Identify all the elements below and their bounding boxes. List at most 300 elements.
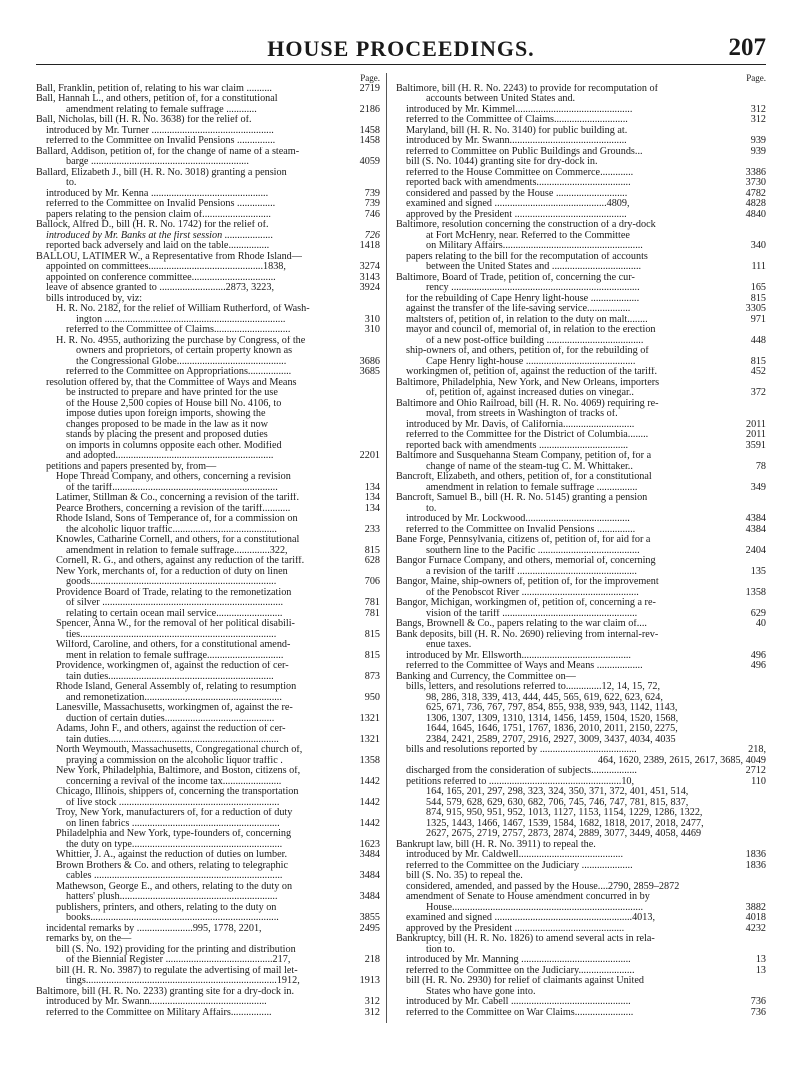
entry-text: amendment in relation to female suffrage ................ bbox=[426, 482, 638, 493]
entry-page-ref: 939 bbox=[750, 146, 766, 157]
entry-text: publishers, printers, and others, relating to the duty on bbox=[56, 902, 277, 913]
index-entry bbox=[396, 682, 766, 693]
entry-text: Hope Thread Company, and others, concerning a revision bbox=[56, 472, 291, 482]
index-entry bbox=[396, 535, 766, 546]
entry-text: duction of certain duties........................................... bbox=[66, 713, 275, 724]
index-entry bbox=[36, 115, 380, 126]
entry-text: referred to the Committee of Claims............................. bbox=[406, 115, 628, 125]
entry-page-ref: 2719 bbox=[359, 83, 380, 94]
entry-page-ref: 233 bbox=[364, 524, 380, 535]
entry-page-ref: 134 bbox=[364, 482, 380, 493]
entry-page-ref: 372 bbox=[750, 388, 766, 398]
right-column bbox=[396, 73, 766, 1018]
entry-text: referred to the Committee of Claims.............................. bbox=[66, 325, 291, 335]
index-entry bbox=[36, 567, 380, 578]
entry-page-ref: 496 bbox=[750, 650, 766, 661]
entry-text: Baltimore and Susquehanna Steam Company, petition of, for a bbox=[396, 451, 652, 461]
index-entry bbox=[36, 609, 380, 620]
index-entry bbox=[396, 430, 766, 441]
entry-page-ref: 739 bbox=[364, 199, 380, 209]
entry-text: of the Penobscot River .............................................. bbox=[426, 587, 639, 598]
index-entry bbox=[396, 504, 766, 515]
entry-text: approved by the President ........................................... bbox=[406, 923, 625, 934]
entry-text: petitions and papers presented by, from— bbox=[46, 461, 217, 472]
index-entry bbox=[396, 462, 766, 473]
entry-page-ref: 1836 bbox=[745, 850, 766, 860]
entry-page-ref: 1321 bbox=[359, 713, 380, 724]
entry-text: relating to certain ocean mail service.......................... bbox=[66, 608, 283, 619]
entry-text: examined and signed ......................................................4013, bbox=[406, 913, 656, 923]
index-entry bbox=[36, 1008, 380, 1019]
index-entry bbox=[36, 441, 380, 452]
index-entry bbox=[36, 388, 380, 399]
index-entry bbox=[396, 672, 766, 683]
index-entry bbox=[396, 745, 766, 756]
index-entry bbox=[36, 861, 380, 872]
index-entry bbox=[396, 273, 766, 284]
entry-text: Baltimore, bill (H. R. No. 2243) to provide for recomputation of bbox=[396, 83, 658, 94]
index-entry bbox=[396, 724, 766, 735]
entry-text: referred to Committee on Public Buildings and Grounds... bbox=[406, 146, 643, 157]
index-entry bbox=[36, 882, 380, 893]
index-entry bbox=[396, 304, 766, 315]
entry-text: Latimer, Stillman & Co., concerning a revision of the tariff. bbox=[56, 493, 299, 503]
entry-text: Baltimore and Ohio Railroad, bill (H. R. No. 4069) requiring re- bbox=[396, 398, 659, 409]
index-entry bbox=[396, 808, 766, 819]
index-entry bbox=[396, 577, 766, 588]
entry-page-ref: 452 bbox=[750, 367, 766, 377]
entry-text: Brown Brothers & Co. and others, relating to telegraphic bbox=[56, 860, 288, 871]
entry-text: Rhode Island, Sons of Temperance of, for a commission on bbox=[56, 514, 298, 524]
entry-text: introduced by Mr. Kimmel.............................................. bbox=[406, 104, 633, 115]
entry-text: bills, letters, and resolutions referred to..............12, 14, 15, 72, bbox=[406, 682, 661, 692]
entry-text: to. bbox=[426, 503, 437, 514]
entry-text: Baltimore, bill (H. R. No. 2233) granting site for a dry-dock in. bbox=[36, 986, 295, 997]
index-entry bbox=[36, 210, 380, 221]
index-entry bbox=[396, 987, 766, 998]
entry-text: Mathewson, George E., and others, relating to the duty on bbox=[56, 881, 293, 892]
entry-text: ties............................................................................. bbox=[66, 629, 277, 640]
entry-text: owners and proprietors, of certain property known as bbox=[76, 346, 293, 356]
entry-text: appointed on committees.............................................1838, bbox=[46, 262, 286, 272]
entry-text: Ballard, Addison, petition of, for the change of name of a steam- bbox=[36, 146, 300, 157]
index-entry bbox=[396, 588, 766, 599]
index-entry bbox=[36, 651, 380, 662]
entry-text: southern line to the Pacific ........................................ bbox=[426, 545, 640, 556]
entry-text: Bangor, Michigan, workingmen of, petition of, concerning a re- bbox=[396, 598, 656, 608]
index-entry bbox=[396, 882, 766, 893]
index-entry bbox=[396, 168, 766, 179]
entry-text: referred to the Committee on the Judiciary...................... bbox=[406, 965, 635, 976]
index-entry bbox=[36, 766, 380, 777]
index-entry bbox=[396, 567, 766, 578]
index-entry bbox=[36, 136, 380, 147]
entry-text: the duty on type........................................................... bbox=[66, 839, 283, 850]
index-entry bbox=[396, 997, 766, 1008]
index-entry bbox=[396, 829, 766, 840]
entry-text: Chicago, Illinois, shippers of, concerning the transportation bbox=[56, 787, 299, 797]
index-entry bbox=[396, 850, 766, 861]
index-entry bbox=[36, 955, 380, 966]
index-entry bbox=[36, 808, 380, 819]
entry-text: remarks by, on the— bbox=[46, 934, 132, 944]
entry-text: of live stock ............................................................... bbox=[66, 797, 280, 808]
index-entry bbox=[396, 766, 766, 777]
entry-text: referred to the Committee on Military Affairs................ bbox=[46, 1007, 272, 1018]
entry-text: Troy, New York, manufacturers of, for a reduction of duty bbox=[56, 808, 293, 818]
entry-text: introduced by Mr. Lockwood......................................... bbox=[406, 514, 630, 524]
entry-page-ref: 135 bbox=[750, 566, 766, 577]
entry-text: resolution offered by, that the Committee of Ways and Means bbox=[46, 377, 297, 388]
entry-text: 1306, 1307, 1309, 1310, 1314, 1456, 1459, 1504, 1520, 1568, bbox=[426, 713, 679, 724]
index-entry bbox=[36, 357, 380, 368]
index-entry bbox=[36, 640, 380, 651]
index-entry bbox=[36, 157, 380, 168]
entry-text: 544, 579, 628, 629, 630, 682, 706, 745, 746, 747, 781, 815, 837, bbox=[426, 797, 689, 808]
index-entry bbox=[396, 661, 766, 672]
entry-text: bills and resolutions reported by ...................................... bbox=[406, 745, 637, 755]
index-entry bbox=[396, 325, 766, 336]
index-entry bbox=[36, 630, 380, 641]
entry-page-ref: 781 bbox=[364, 608, 380, 619]
entry-text: changes proposed to be made in the law as it now bbox=[66, 419, 268, 430]
index-entry bbox=[396, 556, 766, 567]
index-entry bbox=[36, 997, 380, 1008]
entry-text: hatters' plush.............................................................. bbox=[66, 892, 278, 902]
page-column-label: Page. bbox=[360, 73, 380, 83]
index-entry bbox=[396, 693, 766, 704]
entry-page-ref: 1458 bbox=[359, 125, 380, 136]
entry-text: referred to the Committee on Invalid Pensions ............... bbox=[46, 199, 276, 209]
entry-text: Baltimore, Board of Trade, petition of, concerning the cur- bbox=[396, 272, 635, 283]
entry-page-ref: 13 bbox=[755, 955, 766, 965]
index-entry bbox=[36, 556, 380, 567]
entry-text: introduced by Mr. Swann.............................................. bbox=[406, 136, 627, 146]
entry-page-ref: 781 bbox=[364, 598, 380, 608]
index-entry bbox=[396, 777, 766, 788]
entry-text: papers relating to the pension claim of........................... bbox=[46, 209, 271, 220]
entry-page-ref: 3924 bbox=[359, 283, 380, 293]
index-entry bbox=[36, 462, 380, 473]
index-entry bbox=[396, 798, 766, 809]
entry-text: 164, 165, 201, 297, 298, 323, 324, 350, 371, 372, 401, 451, 514, bbox=[426, 787, 689, 797]
entry-text: incidental remarks by ......................995, 1778, 2201, bbox=[46, 923, 262, 934]
entry-page-ref: 312 bbox=[364, 997, 380, 1007]
entry-page-ref: 134 bbox=[364, 503, 380, 514]
entry-text: Spencer, Anna W., for the removal of her political disabili- bbox=[56, 619, 295, 629]
index-entry bbox=[396, 945, 766, 956]
index-entry bbox=[396, 241, 766, 252]
entry-text: papers relating to the bill for the recomputation of accounts bbox=[406, 251, 648, 262]
index-entry bbox=[36, 294, 380, 305]
index-entry bbox=[396, 315, 766, 326]
entry-page-ref: 312 bbox=[364, 1007, 380, 1018]
entry-text: bills introduced by, viz: bbox=[46, 293, 143, 304]
entry-text: bill (H. R. No. 2930) for relief of claimants against United bbox=[406, 976, 644, 986]
index-entry bbox=[396, 451, 766, 462]
entry-page-ref: 2495 bbox=[359, 923, 380, 934]
entry-text: of the Biennial Register ..........................................217, bbox=[66, 955, 291, 965]
index-entry bbox=[396, 336, 766, 347]
index-entry bbox=[36, 840, 380, 851]
entry-text: Cape Henry light-house ........................................... bbox=[426, 356, 636, 367]
index-entry bbox=[36, 399, 380, 410]
index-entry bbox=[36, 829, 380, 840]
entry-text: against the transfer of the life-saving service................. bbox=[406, 304, 631, 314]
index-entry bbox=[36, 745, 380, 756]
entry-text: mayor and council of, memorial of, in relation to the erection bbox=[406, 325, 656, 335]
entry-text: change of name of the steam-tug C. M. Whittaker.. bbox=[426, 461, 633, 472]
index-entry bbox=[396, 346, 766, 357]
index-entry bbox=[36, 903, 380, 914]
index-entry bbox=[36, 514, 380, 525]
entry-text: a revision of the tariff ............................................... bbox=[426, 566, 637, 577]
entry-text: books.......................................................................... bbox=[66, 913, 279, 923]
index-entry bbox=[396, 399, 766, 410]
index-entry bbox=[36, 714, 380, 725]
index-entry bbox=[396, 84, 766, 95]
entry-text: Bangor, Maine, ship-owners of, petition of, for the improvement bbox=[396, 577, 659, 587]
entry-page-ref: 1836 bbox=[745, 860, 766, 871]
entry-text: BALLOU, LATIMER W., a Representative from Rhode Island— bbox=[36, 251, 302, 262]
index-entry bbox=[36, 168, 380, 179]
entry-page-ref: 939 bbox=[750, 136, 766, 146]
index-entry bbox=[36, 178, 380, 189]
entry-text: bill (H. R. No. 3987) to regulate the advertising of mail let- bbox=[56, 965, 298, 976]
entry-page-ref: 3386 bbox=[745, 167, 766, 178]
entry-page-ref: 3591 bbox=[745, 440, 766, 451]
index-entry bbox=[36, 619, 380, 630]
index-entry bbox=[36, 924, 380, 935]
index-entry bbox=[396, 861, 766, 872]
entry-page-ref: 950 bbox=[364, 692, 380, 703]
index-entry bbox=[396, 819, 766, 830]
entry-page-ref: 78 bbox=[755, 461, 766, 472]
entry-text: Adams, John F., and others, against the reduction of cer- bbox=[56, 724, 286, 734]
entry-text: introduced by Mr. Banks at the first session ................... bbox=[46, 230, 274, 241]
index-entry bbox=[396, 388, 766, 399]
index-entry bbox=[396, 735, 766, 746]
entry-text: amendment of Senate to House amendment concurred in by bbox=[406, 892, 650, 902]
entry-page-ref: 3484 bbox=[359, 850, 380, 860]
index-entry bbox=[396, 210, 766, 221]
index-entry bbox=[396, 178, 766, 189]
entry-text: Bancroft, Samuel B., bill (H. R. No. 5145) granting a pension bbox=[396, 493, 648, 503]
entry-page-ref: 971 bbox=[750, 314, 766, 325]
index-entry bbox=[36, 409, 380, 420]
entry-text: appointed on conference committee................................. bbox=[46, 272, 276, 283]
entry-page-ref: 1442 bbox=[359, 797, 380, 808]
index-entry bbox=[36, 787, 380, 798]
entry-page-ref: 349 bbox=[750, 482, 766, 493]
entry-text: maltsters of, petition of, in relation to the duty on malt........ bbox=[406, 314, 648, 325]
entry-page-ref: 629 bbox=[750, 608, 766, 619]
entry-text: Bane Forge, Pennsylvania, citizens of, petition of, for aid for a bbox=[396, 535, 651, 545]
entry-text: on imports in columns opposite each other. Modified bbox=[66, 440, 282, 451]
index-entry bbox=[396, 955, 766, 966]
entry-text: vision of the tariff ..................................................... bbox=[426, 608, 638, 619]
index-entry bbox=[36, 367, 380, 378]
entry-page-ref: 1418 bbox=[359, 241, 380, 251]
index-entry bbox=[36, 945, 380, 956]
entry-text: moval, from streets in Washington of tracks of. bbox=[426, 409, 618, 419]
entry-page-ref: 3855 bbox=[359, 913, 380, 923]
entry-text: considered and passed by the House ............................ bbox=[406, 188, 628, 199]
entry-page-ref: 2404 bbox=[745, 545, 766, 556]
index-entry bbox=[36, 420, 380, 431]
entry-page-ref: 3484 bbox=[359, 892, 380, 902]
entry-page-ref: 736 bbox=[750, 1007, 766, 1018]
entry-page-ref: 726 bbox=[364, 230, 380, 241]
index-entry bbox=[396, 787, 766, 798]
entry-page-ref: 165 bbox=[750, 283, 766, 293]
entry-text: tain duties................................................................... bbox=[66, 734, 279, 745]
entry-text: enue taxes. bbox=[426, 640, 472, 650]
entry-page-ref: 310 bbox=[364, 325, 380, 335]
entry-text: 1325, 1443, 1466, 1467, 1539, 1584, 1682, 1818, 2017, 2018, 2477, bbox=[426, 818, 704, 829]
entry-text: introduced by Mr. Cabell ............................................... bbox=[406, 997, 631, 1007]
index-entry bbox=[396, 283, 766, 294]
entry-text: reported back with amendments..................................... bbox=[406, 178, 631, 188]
index-entry bbox=[36, 588, 380, 599]
entry-text: Ball, Nicholas, bill (H. R. No. 3638) for the relief of. bbox=[36, 115, 252, 125]
entry-text: Ball, Hannah L., and others, petition of, for a constitutional bbox=[36, 94, 278, 104]
entry-page-ref: 3882 bbox=[745, 902, 766, 913]
index-entry bbox=[36, 987, 380, 998]
entry-text: referred to the Committee on Invalid Pensions ............... bbox=[406, 524, 636, 535]
index-entry bbox=[36, 661, 380, 672]
entry-page-ref: 1458 bbox=[359, 136, 380, 146]
page-column-label: Page. bbox=[746, 73, 766, 83]
index-entry bbox=[396, 294, 766, 305]
entry-page-ref: 448 bbox=[750, 335, 766, 346]
entry-text: Ball, Franklin, petition of, relating to his war claim .......... bbox=[36, 83, 272, 94]
entry-page-ref: 746 bbox=[364, 209, 380, 220]
entry-text: referred to the Committee on War Claims....................... bbox=[406, 1007, 634, 1018]
index-entry bbox=[36, 325, 380, 336]
entry-text: goods......................................................................... bbox=[66, 577, 277, 587]
entry-text: Ballock, Alfred D., bill (H. R. No. 1742) for the relief of. bbox=[36, 220, 269, 230]
index-entry bbox=[396, 126, 766, 137]
index-entry bbox=[36, 819, 380, 830]
entry-text: New York, merchants of, for a reduction of duty on linen bbox=[56, 566, 288, 577]
index-entry bbox=[36, 346, 380, 357]
entry-text: Banking and Currency, the Committee on— bbox=[396, 671, 576, 682]
entry-text: praying a commission on the alcoholic liquor traffic . bbox=[66, 755, 283, 766]
entry-text: Providence, workingmen of, against the reduction of cer- bbox=[56, 661, 289, 671]
entry-page-ref: 2712 bbox=[745, 766, 766, 776]
entry-page-ref: 4059 bbox=[359, 157, 380, 167]
index-entry bbox=[396, 1008, 766, 1019]
entry-text: bill (S. No. 35) to repeal the. bbox=[406, 871, 523, 881]
entry-text: referred to the Committee on Appropriations................. bbox=[66, 367, 292, 377]
index-entry bbox=[36, 577, 380, 588]
left-column bbox=[36, 73, 380, 1018]
entry-page-ref: 40 bbox=[755, 619, 766, 629]
index-entry bbox=[396, 609, 766, 620]
entry-text: for the rebuilding of Cape Henry light-house ................... bbox=[406, 293, 640, 304]
index-entry bbox=[36, 315, 380, 326]
index-entry bbox=[396, 262, 766, 273]
entry-text: referred to the Committee of Ways and Means .................. bbox=[406, 661, 643, 671]
index-entry bbox=[396, 472, 766, 483]
entry-text: and remonetization...................................................... bbox=[66, 692, 282, 703]
index-entry bbox=[396, 756, 766, 767]
index-entry bbox=[396, 714, 766, 725]
entry-page-ref: 736 bbox=[750, 997, 766, 1007]
index-entry bbox=[396, 378, 766, 389]
entry-page-ref: 815 bbox=[750, 356, 766, 367]
index-entry bbox=[36, 220, 380, 231]
index-entry bbox=[396, 630, 766, 641]
index-entry bbox=[36, 252, 380, 263]
index-entry bbox=[396, 525, 766, 536]
entry-text: introduced by Mr. Swann.............................................. bbox=[46, 997, 267, 1007]
entry-page-ref: 2201 bbox=[359, 451, 380, 461]
index-entry bbox=[36, 598, 380, 609]
index-entry bbox=[36, 535, 380, 546]
entry-text: H. R. No. 4955, authorizing the purchase by Congress, of the bbox=[56, 335, 306, 346]
entry-text: concerning a revival of the income tax....................... bbox=[66, 776, 282, 787]
entry-text: Cornell, R. G., and others, against any reduction of the tariff. bbox=[56, 556, 305, 566]
index-entry bbox=[396, 157, 766, 168]
index-entry bbox=[36, 262, 380, 273]
index-entry bbox=[396, 105, 766, 116]
entry-page-ref: 312 bbox=[750, 104, 766, 115]
entry-text: approved by the President ............................................ bbox=[406, 209, 627, 220]
index-entry bbox=[396, 546, 766, 557]
entry-page-ref: 706 bbox=[364, 577, 380, 587]
index-entry bbox=[396, 514, 766, 525]
entry-text: examined and signed ............................................4809, bbox=[406, 199, 630, 209]
entry-text: of the tariff................................................................. bbox=[66, 482, 278, 493]
entry-page-ref: 496 bbox=[750, 661, 766, 671]
index-entry bbox=[36, 84, 380, 95]
index-entry bbox=[396, 598, 766, 609]
entry-page-ref: 815 bbox=[750, 293, 766, 304]
entry-page-ref: 1321 bbox=[359, 734, 380, 745]
entry-page-ref: 3274 bbox=[359, 262, 380, 272]
page-title: HOUSE PROCEEDINGS. bbox=[267, 36, 535, 61]
index-entry bbox=[36, 934, 380, 945]
entry-text: New York, Philadelphia, Baltimore, and Boston, citizens of, bbox=[56, 766, 301, 776]
entry-text: barge .............................................................. bbox=[66, 157, 249, 167]
index-entry bbox=[396, 420, 766, 431]
index-entry bbox=[396, 367, 766, 378]
index-entry bbox=[396, 147, 766, 158]
entry-text: ship-owners of, and others, petition of, for the rebuilding of bbox=[406, 346, 649, 356]
entry-text: referred to the Committee on Invalid Pensions ............... bbox=[46, 136, 276, 146]
entry-text: workingmen of, petition of, against the reduction of the tariff. bbox=[406, 367, 658, 377]
index-entry bbox=[36, 493, 380, 504]
index-entry bbox=[36, 472, 380, 483]
entry-page-ref: 3143 bbox=[359, 272, 380, 283]
entry-page-ref: 111 bbox=[751, 262, 766, 272]
index-entry bbox=[36, 693, 380, 704]
entry-text: Maryland, bill (H. R. No. 3140) for public building at. bbox=[406, 125, 628, 136]
index-entry bbox=[36, 147, 380, 158]
entry-text: 2627, 2675, 2719, 2757, 2873, 2874, 2889, 3077, 3449, 4058, 4469 bbox=[426, 829, 702, 839]
entry-text: House........................................................................... bbox=[426, 902, 644, 913]
index-entry bbox=[36, 871, 380, 882]
entry-text: States who have gone into. bbox=[426, 986, 536, 997]
entry-page-ref: 1442 bbox=[359, 776, 380, 787]
entry-page-ref: 4828 bbox=[745, 199, 766, 209]
entry-text: Bancroft, Elizabeth, and others, petition of, for a constitutional bbox=[396, 472, 652, 482]
index-entry bbox=[36, 546, 380, 557]
index-entry bbox=[396, 934, 766, 945]
entry-page-ref: 13 bbox=[755, 965, 766, 976]
